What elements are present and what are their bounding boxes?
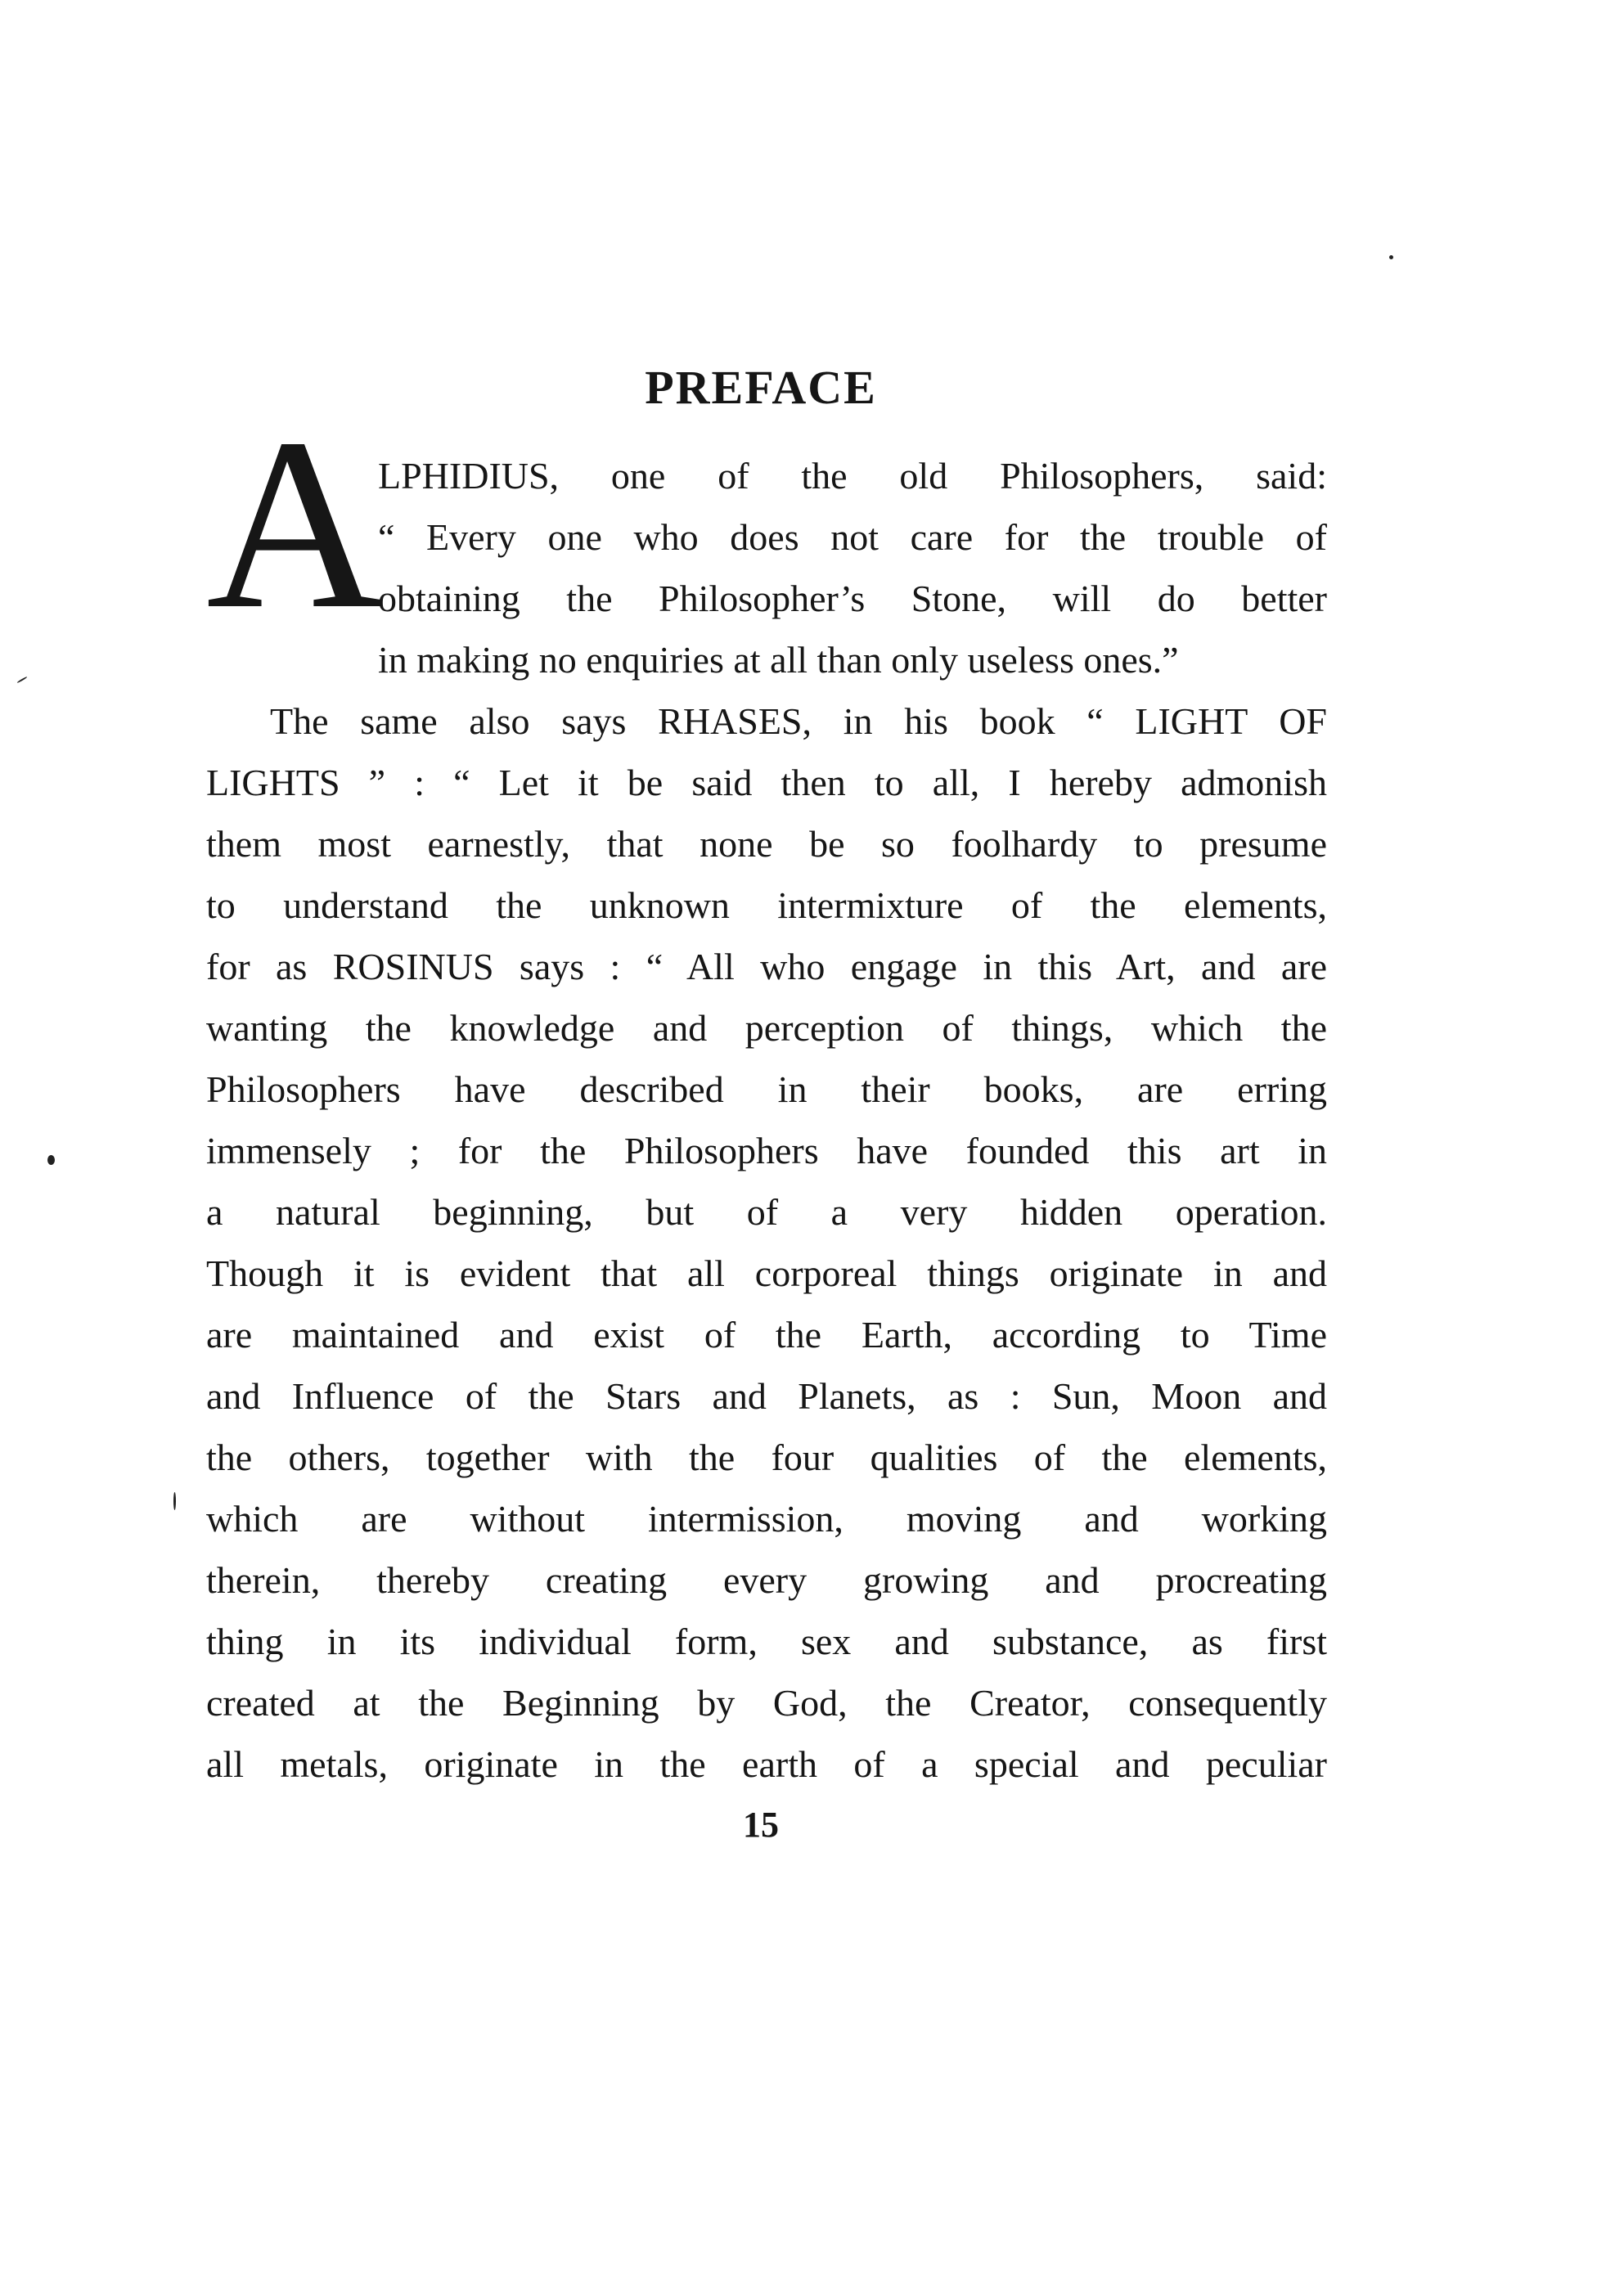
text-line: created at the Beginning by God, the Creator, consequently — [206, 1682, 1327, 1724]
drop-cap: A — [206, 388, 384, 659]
text-line: The same also says RHASES, in his book “ LIGHT OF — [270, 700, 1327, 742]
text-line: to understand the unknown intermixture of the elements, — [206, 884, 1327, 926]
text-line: in making no enquiries at all than only useless ones.” — [378, 639, 1179, 681]
text-line: obtaining the Philosopher’s Stone, will do better — [378, 578, 1327, 619]
scan-speck — [173, 1492, 176, 1510]
text-line: all metals, originate in the earth of a special and peculiar — [206, 1743, 1327, 1785]
text-line: LPHIDIUS, one of the old Philosophers, said: — [378, 455, 1327, 497]
text-line: “ Every one who does not care for the trouble of — [378, 516, 1327, 558]
text-line: the others, together with the four qualities of the elements, — [206, 1436, 1327, 1478]
text-line: are maintained and exist of the Earth, according to Time — [206, 1314, 1327, 1356]
scan-speck — [16, 677, 27, 684]
page-title: PREFACE — [645, 361, 877, 414]
text-line: them most earnestly, that none be so foolhardy to presume — [206, 823, 1327, 865]
text-line: for as ROSINUS says : “ All who engage in this Art, and are — [206, 946, 1327, 987]
page-number: 15 — [743, 1805, 779, 1845]
text-line: Though it is evident that all corporeal things originate in and — [206, 1252, 1327, 1294]
text-line: thing in its individual form, sex and substance, as first — [206, 1621, 1327, 1662]
text-line: and Influence of the Stars and Planets, as : Sun, Moon and — [206, 1375, 1327, 1417]
text-line: LIGHTS ” : “ Let it be said then to all, I hereby admonish — [206, 762, 1327, 803]
scan-speck — [47, 1155, 55, 1165]
text-line: wanting the knowledge and perception of things, which the — [206, 1007, 1327, 1049]
text-line: which are without intermission, moving and working — [206, 1498, 1327, 1540]
text-line: a natural beginning, but of a very hidden operation. — [206, 1191, 1327, 1233]
scan-speck — [1389, 255, 1393, 259]
text-line: therein, thereby creating every growing and procreating — [206, 1559, 1327, 1601]
text-line: Philosophers have described in their books, are erring — [206, 1068, 1327, 1110]
text-line: immensely ; for the Philosophers have founded this art in — [206, 1130, 1327, 1171]
